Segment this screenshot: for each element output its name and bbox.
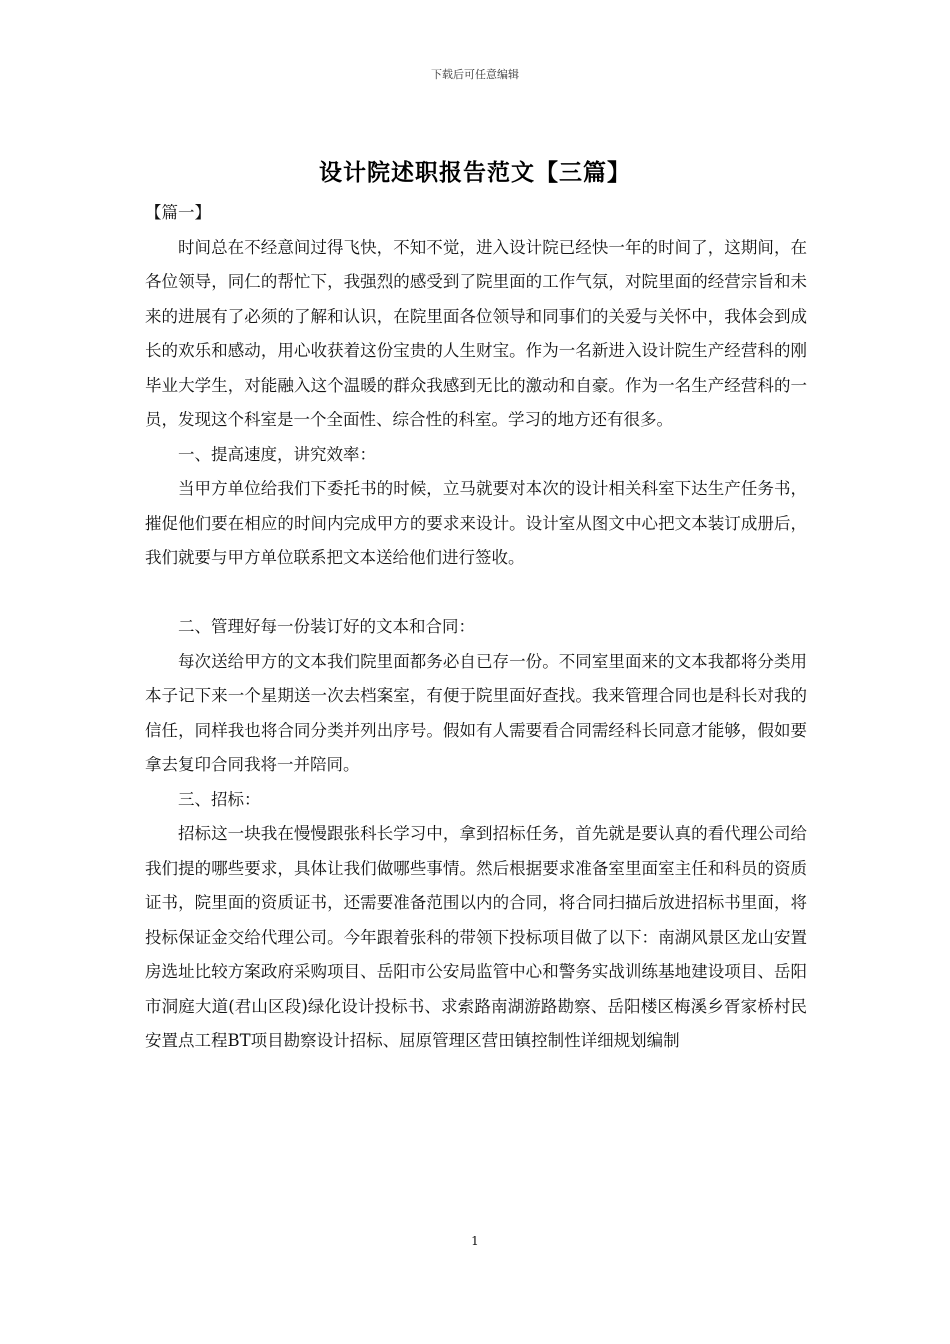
blank-line	[145, 576, 807, 611]
paragraph-speed-efficiency: 当甲方单位给我们下委托书的时候，立马就要对本次的设计相关科室下达生产任务书，摧促他们要在相应的时间内完成甲方的要求来设计。设计室从图文中心把文本装订成册后，我们就要与甲方单位联系把文本送给他们进行签收。	[145, 479, 807, 567]
page-number: 1	[471, 1234, 479, 1248]
document-title: 设计院述职报告范文【三篇】	[319, 159, 631, 186]
paragraph-bidding: 招标这一块我在慢慢跟张科长学习中，拿到招标任务，首先就是要认真的看代理公司给我们提的哪些要求，具体让我们做哪些事情。然后根据要求准备室里面室主任和科员的资质证书，院里面的资质证书，还需要准备范围以内的合同，将合同扫描后放进招标书里面，将投标保证金交给代理公司。今年跟着张科的带领下投标项目做了以下：南湖风景区龙山安置房选址比较方案政府采购项目、岳阳市公安局监管中心和警务实战训练基地建设项目、岳阳市洞庭大道(君山区段)绿化设计投标书、求索路南湖游路勘察、岳阳楼区梅溪乡胥家桥村民安置点工程BT项目勘察设计招标、屈原管理区营田镇控制性详细规划编制	[145, 824, 807, 1050]
section-label: 【篇一】	[145, 203, 211, 222]
page-header-note: 下载后可任意编辑	[431, 68, 519, 81]
paragraph-document-management: 每次送给甲方的文本我们院里面都务必自已存一份。不同室里面来的文本我都将分类用本子记下来一个星期送一次去档案室，有便于院里面好查找。我来管理合同也是科长对我的信任，同样我也将合同分类并列出序号。假如有人需要看合同需经科长同意才能够，假如要拿去复印合同我将一并陪同。	[145, 651, 807, 774]
heading-document-management: 二、管理好每一份装订好的文本和合同：	[178, 617, 475, 636]
document-body	[145, 196, 807, 1059]
intro-paragraph: 时间总在不经意间过得飞快，不知不觉，进入设计院已经快一年的时间了，这期间，在各位领导，同仁的帮忙下，我强烈的感受到了院里面的工作气氛，对院里面的经营宗旨和未来的进展有了必须的了解和认识，在院里面各位领导和同事们的关爱与关怀中，我体会到成长的欢乐和感动，用心收获着这份宝贵的人生财宝。作为一名新进入设计院生产经营科的刚毕业大学生，对能融入这个温暖的群众我感到无比的激动和自豪。作为一名生产经营科的一员，发现这个科室是一个全面性、综合性的科室。学习的地方还有很多。	[145, 237, 807, 429]
heading-bidding: 三、招标：	[178, 789, 261, 809]
heading-speed-efficiency: 一、提高速度，讲究效率：	[178, 444, 376, 464]
